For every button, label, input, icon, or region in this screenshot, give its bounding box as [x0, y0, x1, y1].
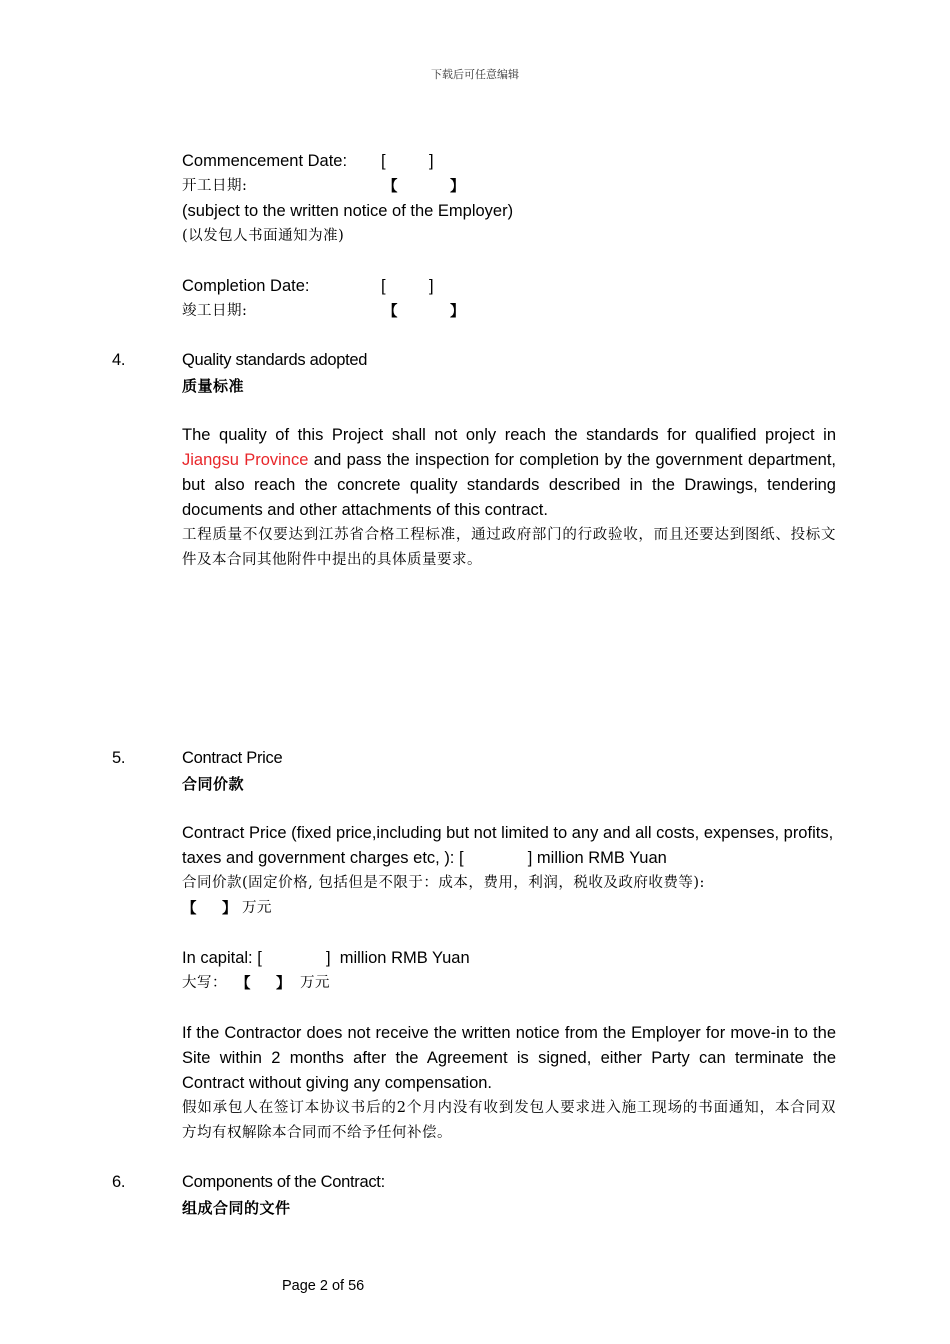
commencement-date-close-bracket: ] [429, 152, 434, 170]
completion-date-open-bracket: [ [381, 277, 386, 295]
capital-cn-open-bracket: 【 [236, 975, 251, 992]
subject-note-cn: (以发包人书面通知为准) [182, 228, 345, 244]
capital-text: In capital: [ ] million RMB Yuan [182, 949, 470, 967]
completion-date-cn-label: 竣工日期: [182, 303, 248, 319]
commencement-date-cn-close-bracket: 】 [450, 178, 465, 195]
section-5-title: Contract Price [182, 749, 283, 767]
capital-cn-label: 大写： [182, 975, 227, 991]
commencement-date-label: Commencement Date: [182, 152, 348, 170]
capital-cn-unit: 万元 [300, 975, 330, 991]
section-4-paragraph-part2: and pass the inspection for completion by the government department, but also reach the concrete quality standards described in the Drawings, tendering documents and other attachments of this contract. [182, 451, 836, 519]
subject-note: (subject to the written notice of the Employer) [182, 202, 514, 220]
move-in-notice-cn: 假如承包人在签订本协议书后的2个月内没有收到发包人要求进入施工现场的书面通知，本合同双方均有权解除本合同而不给予任何补偿。 [182, 1100, 836, 1141]
commencement-date-cn-label: 开工日期: [182, 178, 248, 194]
move-in-notice: If the Contractor does not receive the written notice from the Employer for move-in to the Site within 2 months after the Agreement is signed, either Party can terminate the Contract without giving any compensation. [182, 1024, 836, 1092]
section-4-number: 4. [112, 351, 126, 369]
page-header: 下载后可任意编辑 [431, 68, 519, 81]
completion-date-label: Completion Date: [182, 277, 310, 295]
capital-cn-close-bracket: 】 [276, 975, 291, 992]
contract-price-cn-unit: 万元 [242, 900, 272, 916]
section-4-paragraph-cn: 工程质量不仅要达到江苏省合格工程标准，通过政府部门的行政验收，而且还要达到图纸、投标文件及本合同其他附件中提出的具体质量要求。 [182, 527, 836, 568]
section-5-title-cn: 合同价款 [182, 775, 245, 793]
section-4-highlight-province: Jiangsu Province [182, 451, 309, 469]
completion-date-cn-open-bracket: 【 [383, 303, 398, 320]
section-5-number: 5. [112, 749, 126, 767]
commencement-date-open-bracket: [ [381, 152, 386, 170]
contract-price-cn: 合同价款(固定价格, 包括但是不限于：成本，费用，利润，税收及政府收费等): [182, 875, 705, 891]
page-number: Page 2 of 56 [282, 1278, 365, 1294]
section-4-paragraph-part1: The quality of this Project shall not only reach the standards for qualified project in [182, 426, 836, 444]
section-6-title: Components of the Contract: [182, 1173, 385, 1191]
completion-date-cn-close-bracket: 】 [450, 303, 465, 320]
contract-price-text: Contract Price (fixed price,including but not limited to any and all costs, expenses, profits, taxes and government charges etc, ): [ ] million RMB Yuan [182, 824, 838, 867]
commencement-date-cn-open-bracket: 【 [383, 178, 398, 195]
section-4-title-cn: 质量标准 [182, 377, 245, 395]
section-4-title: Quality standards adopted [182, 351, 368, 369]
contract-price-cn-close-bracket: 】 [222, 900, 237, 917]
contract-price-cn-open-bracket: 【 [182, 900, 197, 917]
section-6-title-cn: 组成合同的文件 [182, 1199, 291, 1217]
section-6-number: 6. [112, 1173, 126, 1191]
section-4-paragraph [182, 423, 836, 523]
completion-date-close-bracket: ] [429, 277, 434, 295]
